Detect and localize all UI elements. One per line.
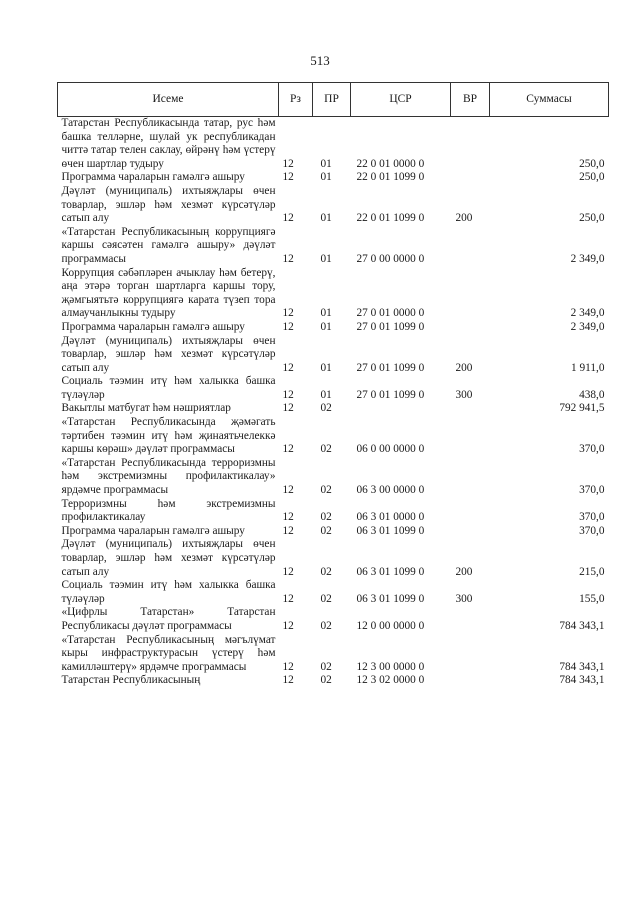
cell-name: Программа чараларын гамәлгә ашыру bbox=[61, 524, 245, 537]
cell-name: Вакытлы матбугат һәм нәшриятлар bbox=[61, 402, 231, 415]
cell-pr: 02 bbox=[320, 443, 332, 456]
cell-pr: 01 bbox=[320, 307, 332, 320]
cell-pr: 01 bbox=[320, 171, 332, 184]
cell-sum: 155,0 bbox=[579, 592, 605, 605]
cell-pr: 02 bbox=[320, 565, 332, 578]
cell-vr: 200 bbox=[455, 565, 473, 578]
table-row bbox=[58, 606, 609, 633]
cell-sum: 2 349,0 bbox=[570, 307, 605, 320]
cell-sum: 792 941,5 bbox=[559, 402, 605, 415]
cell-sum: 438,0 bbox=[579, 388, 605, 401]
cell-rz: 12 bbox=[282, 320, 294, 333]
header-vr: ВР bbox=[451, 83, 490, 117]
cell-pr: 01 bbox=[320, 212, 332, 225]
table-row bbox=[58, 457, 609, 498]
cell-name: Дәүләт (муниципаль) ихтыяҗлары өчен товарлар, эшләр һәм хезмәт күрсәтүләр сатып алу bbox=[61, 334, 276, 374]
cell-pr: 02 bbox=[320, 674, 332, 687]
table-row bbox=[58, 634, 609, 675]
cell-name: «Татарстан Республикасының мәгълүмат кыры инфраструктурасын үстерү һәм камилләштерү» ярдәмче программасы bbox=[61, 633, 276, 673]
cell-rz: 12 bbox=[282, 388, 294, 401]
cell-rz: 12 bbox=[282, 212, 294, 225]
cell-pr: 02 bbox=[320, 619, 332, 632]
header-csr: ЦСР bbox=[351, 83, 451, 117]
cell-sum: 2 349,0 bbox=[570, 252, 605, 265]
table-row bbox=[58, 117, 609, 172]
cell-vr bbox=[451, 321, 490, 335]
cell-csr: 06 3 01 1099 0 bbox=[356, 565, 425, 578]
cell-sum: 370,0 bbox=[579, 524, 605, 537]
header-pr: ПР bbox=[313, 83, 351, 117]
cell-vr bbox=[451, 402, 490, 416]
cell-sum: 250,0 bbox=[579, 212, 605, 225]
cell-name: Дәүләт (муниципаль) ихтыяҗлары өчен товарлар, эшләр һәм хезмәт күрсәтүләр сатып алу bbox=[61, 538, 276, 578]
cell-sum: 1 911,0 bbox=[571, 361, 605, 374]
table-header-row bbox=[58, 83, 609, 117]
table-row bbox=[58, 375, 609, 402]
cell-rz: 12 bbox=[282, 307, 294, 320]
cell-rz: 12 bbox=[282, 361, 294, 374]
cell-csr: 06 3 01 0000 0 bbox=[356, 511, 425, 524]
cell-pr: 02 bbox=[320, 524, 332, 537]
cell-name: «Татарстан Республикасында терроризмны һәм экстремизмны профилактикалау» ярдәмче программасы bbox=[61, 456, 276, 497]
cell-sum: 370,0 bbox=[579, 484, 605, 497]
cell-rz: 12 bbox=[282, 592, 294, 605]
table-row bbox=[58, 171, 609, 185]
table-row bbox=[58, 674, 609, 688]
cell-pr: 02 bbox=[320, 484, 332, 497]
cell-csr: 27 0 01 1099 0 bbox=[356, 320, 425, 333]
cell-rz: 12 bbox=[282, 157, 294, 170]
cell-rz: 12 bbox=[282, 660, 294, 673]
cell-sum: 784 343,1 bbox=[559, 619, 605, 632]
cell-rz: 12 bbox=[282, 252, 294, 265]
cell-csr: 22 0 01 1099 0 bbox=[356, 212, 425, 225]
table-row bbox=[58, 402, 609, 416]
cell-rz: 12 bbox=[282, 484, 294, 497]
cell-vr bbox=[451, 226, 490, 267]
cell-rz: 12 bbox=[282, 565, 294, 578]
cell-rz: 12 bbox=[282, 171, 294, 184]
cell-vr bbox=[451, 171, 490, 185]
cell-pr: 02 bbox=[320, 402, 332, 415]
cell-pr: 02 bbox=[320, 592, 332, 605]
cell-name: Татарстан Республикасында татар, рус һәм башка телләрне, шулай ук республикадан читтә татар телен саклау, өйрәнү һәм үстерү өчен шартлар тудыру bbox=[61, 117, 276, 170]
cell-name: Программа чараларын гамәлгә ашыру bbox=[61, 171, 245, 184]
cell-name: Социаль тәэмин итү һәм халыкка башка түләүләр bbox=[61, 579, 276, 605]
cell-csr: 27 0 01 1099 0 bbox=[356, 361, 425, 374]
cell-sum: 784 343,1 bbox=[559, 674, 605, 687]
cell-vr: 300 bbox=[455, 592, 473, 605]
cell-vr: 300 bbox=[455, 388, 473, 401]
header-name: Исеме bbox=[58, 83, 279, 117]
cell-rz: 12 bbox=[282, 443, 294, 456]
cell-rz: 12 bbox=[282, 674, 294, 687]
cell-csr: 06 3 01 1099 0 bbox=[356, 524, 425, 537]
cell-sum: 250,0 bbox=[579, 157, 605, 170]
cell-name: Татарстан Республикасының bbox=[61, 674, 201, 687]
table-row bbox=[58, 579, 609, 606]
table-row bbox=[58, 267, 609, 321]
cell-sum: 250,0 bbox=[579, 171, 605, 184]
cell-rz: 12 bbox=[282, 402, 294, 415]
cell-csr bbox=[351, 402, 451, 416]
page-number: 513 bbox=[310, 53, 330, 68]
cell-sum: 370,0 bbox=[579, 511, 605, 524]
cell-sum: 215,0 bbox=[579, 565, 605, 578]
cell-csr: 22 0 01 1099 0 bbox=[356, 171, 425, 184]
cell-pr: 01 bbox=[320, 157, 332, 170]
cell-name: «Татарстан Республикасында җәмәгать тәртибен тәэмин итү һәм җинаятьчелеккә каршы көрәш» дәүләт программасы bbox=[61, 416, 276, 456]
cell-pr: 01 bbox=[320, 320, 332, 333]
cell-sum: 370,0 bbox=[579, 443, 605, 456]
header-sum: Суммасы bbox=[490, 83, 609, 117]
cell-csr: 12 3 00 0000 0 bbox=[356, 660, 425, 673]
cell-pr: 01 bbox=[320, 361, 332, 374]
cell-rz: 12 bbox=[282, 619, 294, 632]
cell-name: Социаль тәэмин итү һәм халыкка башка түләүләр bbox=[61, 375, 276, 401]
header-rz: Рз bbox=[279, 83, 313, 117]
cell-rz: 12 bbox=[282, 524, 294, 537]
cell-vr bbox=[451, 525, 490, 539]
cell-sum: 784 343,1 bbox=[559, 660, 605, 673]
table-row bbox=[58, 525, 609, 539]
cell-csr: 06 3 00 0000 0 bbox=[356, 484, 425, 497]
table-body bbox=[58, 117, 609, 688]
cell-vr bbox=[451, 634, 490, 675]
cell-vr bbox=[451, 606, 490, 633]
cell-vr bbox=[451, 498, 490, 525]
cell-csr: 12 3 02 0000 0 bbox=[356, 674, 425, 687]
cell-csr: 12 0 00 0000 0 bbox=[356, 619, 425, 632]
table-row bbox=[58, 416, 609, 457]
table-row bbox=[58, 185, 609, 226]
cell-pr: 01 bbox=[320, 252, 332, 265]
table-row bbox=[58, 321, 609, 335]
cell-name: Дәүләт (муниципаль) ихтыяҗлары өчен товарлар, эшләр һәм хезмәт күрсәтүләр сатып алу bbox=[61, 184, 276, 225]
cell-csr: 27 0 01 0000 0 bbox=[356, 307, 425, 320]
cell-vr bbox=[451, 267, 490, 321]
cell-pr: 01 bbox=[320, 388, 332, 401]
cell-name: Коррупция сәбәпләрен ачыклау һәм бетерү, аңа этәрә торган шартларга каршы тору, җәмгыятьтә коррупциягә карата түзеп тора алмаучанлыкны тудыру bbox=[61, 266, 276, 320]
cell-pr: 02 bbox=[320, 511, 332, 524]
cell-vr bbox=[451, 457, 490, 498]
cell-vr: 200 bbox=[455, 212, 473, 225]
cell-name: «Цифрлы Татарстан» Татарстан Республикасы дәүләт программасы bbox=[61, 606, 276, 632]
cell-vr bbox=[451, 416, 490, 457]
cell-name: Терроризмны һәм экстремизмны профилактикалау bbox=[61, 497, 276, 524]
budget-table bbox=[57, 82, 609, 688]
cell-csr: 06 3 01 1099 0 bbox=[356, 592, 425, 605]
table-row bbox=[58, 498, 609, 525]
cell-pr: 02 bbox=[320, 660, 332, 673]
cell-vr: 200 bbox=[455, 361, 473, 374]
cell-csr: 22 0 01 0000 0 bbox=[356, 157, 425, 170]
cell-name: «Татарстан Республикасының коррупциягә каршы сәясәтен гамәлгә ашыру» дәүләт программасы bbox=[61, 225, 276, 265]
table-row bbox=[58, 538, 609, 579]
cell-vr bbox=[451, 674, 490, 688]
table-row bbox=[58, 335, 609, 376]
cell-vr bbox=[451, 117, 490, 172]
cell-csr: 27 0 00 0000 0 bbox=[356, 252, 425, 265]
cell-csr: 06 0 00 0000 0 bbox=[356, 443, 425, 456]
cell-csr: 27 0 01 1099 0 bbox=[356, 388, 425, 401]
cell-sum: 2 349,0 bbox=[570, 320, 605, 333]
cell-rz: 12 bbox=[282, 511, 294, 524]
table-row bbox=[58, 226, 609, 267]
cell-name: Программа чараларын гамәлгә ашыру bbox=[61, 320, 245, 333]
